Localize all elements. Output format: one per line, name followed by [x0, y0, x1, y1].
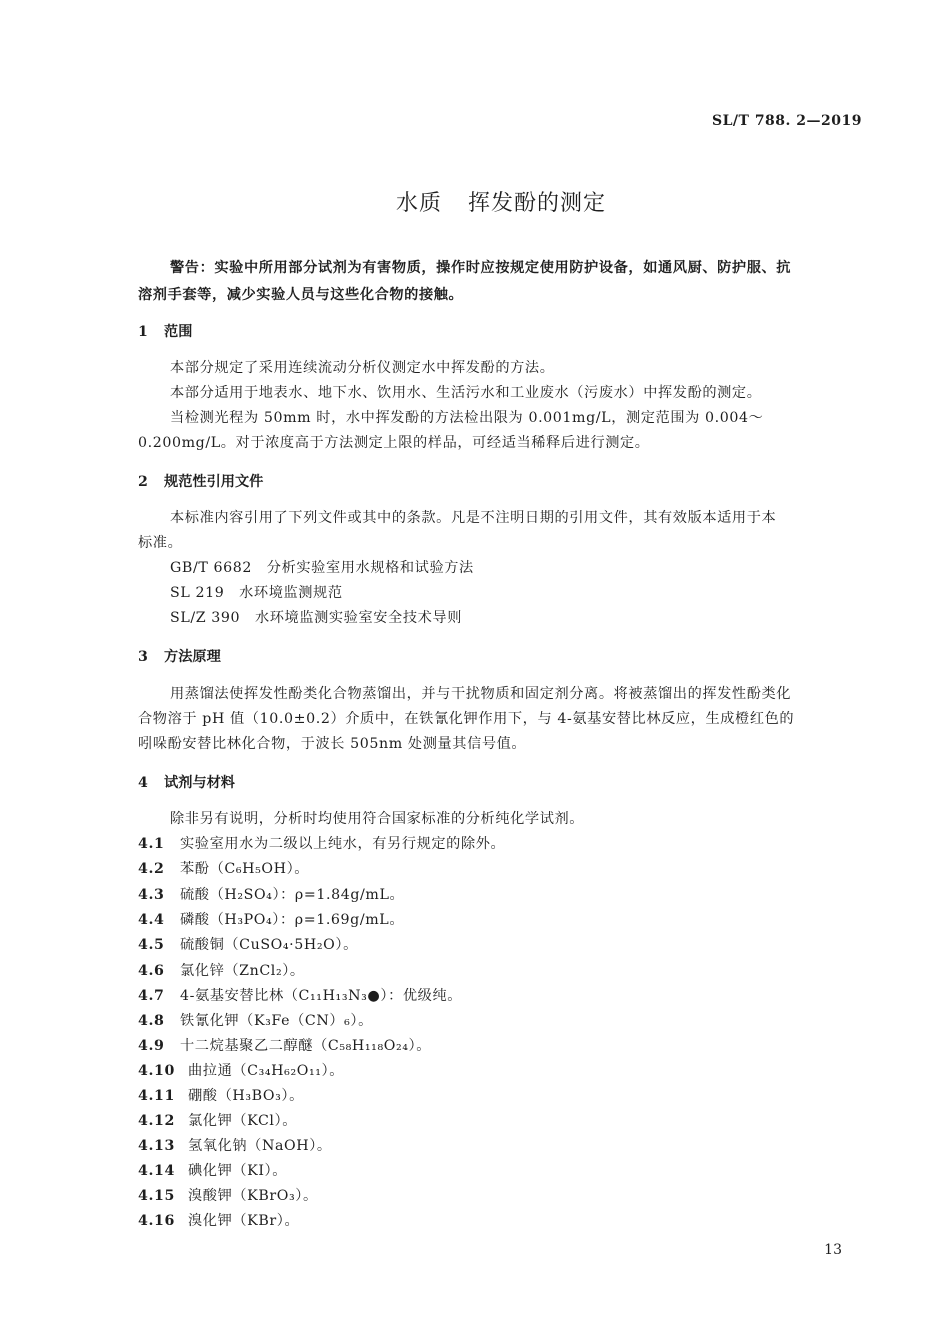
item-number: 4.12	[138, 1113, 175, 1129]
item-number: 4.2	[138, 861, 165, 877]
reagent-item	[138, 1010, 373, 1030]
reagent-item	[138, 1110, 297, 1130]
item-text: 氢氧化钠（NaOH）。	[188, 1138, 332, 1154]
reagent-item	[138, 1135, 332, 1155]
reagent-item	[138, 884, 404, 904]
item-text: 碘化钾（KI）。	[188, 1163, 288, 1179]
reagent-item	[138, 934, 358, 954]
section-number: 4	[138, 775, 148, 791]
reagent-item	[138, 1085, 304, 1105]
item-text: 磷酸（H₃PO₄）：ρ=1.69g/mL。	[180, 912, 405, 928]
s2-paragraph-1a: 本标准内容引用了下列文件或其中的条款。凡是不注明日期的引用文件，其有效版本适用于本	[170, 510, 777, 526]
section-title: 方法原理	[164, 649, 221, 665]
reference-item: SL/Z 390 水环境监测实验室安全技术导则	[170, 610, 462, 626]
s1-paragraph-1: 本部分规定了采用连续流动分析仪测定水中挥发酚的方法。	[170, 360, 555, 376]
item-text: 曲拉通（C₃₄H₆₂O₁₁）。	[188, 1063, 345, 1079]
item-number: 4.14	[138, 1163, 175, 1179]
item-number: 4.6	[138, 963, 165, 979]
item-text: 硫酸铜（CuSO₄·5H₂O）。	[180, 937, 358, 953]
item-number: 4.8	[138, 1013, 165, 1029]
item-number: 4.3	[138, 887, 165, 903]
s1-paragraph-2: 本部分适用于地表水、地下水、饮用水、生活污水和工业废水（污废水）中挥发酚的测定。	[170, 385, 762, 401]
item-number: 4.13	[138, 1138, 175, 1154]
item-text: 苯酚（C₆H₅OH）。	[180, 861, 310, 877]
reagent-item	[138, 1210, 299, 1230]
section-number: 3	[138, 649, 148, 665]
s1-paragraph-3b: 0.200mg/L。对于浓度高于方法测定上限的样品，可经适当稀释后进行测定。	[138, 435, 650, 451]
item-text: 铁氰化钾（K₃Fe（CN）₆）。	[180, 1013, 373, 1029]
item-text: 溴酸钾（KBrO₃）。	[188, 1188, 318, 1204]
item-text: 4-氨基安替比林（C₁₁H₁₃N₃●）：优级纯。	[180, 988, 463, 1004]
section-3-heading	[138, 646, 221, 666]
section-title: 试剂与材料	[164, 775, 235, 791]
reagent-item	[138, 909, 404, 929]
item-text: 氯化钾（KCl）。	[188, 1113, 298, 1129]
item-number: 4.4	[138, 912, 165, 928]
s3-line-3: 吲哚酚安替比林化合物，于波长 505nm 处测量其信号值。	[138, 736, 527, 752]
section-number: 2	[138, 474, 148, 490]
reagent-item	[138, 1185, 318, 1205]
section-2-heading	[138, 471, 263, 491]
section-title: 范围	[164, 324, 193, 340]
item-number: 4.7	[138, 988, 165, 1004]
page-title	[0, 186, 950, 217]
item-number: 4.15	[138, 1188, 175, 1204]
reagent-item	[138, 960, 305, 980]
item-number: 4.11	[138, 1088, 175, 1104]
item-text: 十二烷基聚乙二醇醚（C₅₈H₁₁₈O₂₄）。	[180, 1038, 432, 1054]
s2-paragraph-1b: 标准。	[138, 535, 183, 551]
reagent-item	[138, 1060, 344, 1080]
warning-line-2: 溶剂手套等，减少实验人员与这些化合物的接触。	[138, 287, 464, 303]
standard-code: SL/T 788. 2—2019	[711, 113, 862, 129]
item-text: 氯化锌（ZnCl₂）。	[180, 963, 305, 979]
section-1-heading	[138, 321, 192, 341]
reagent-item	[138, 833, 505, 853]
reagent-item	[138, 858, 309, 878]
item-number: 4.16	[138, 1213, 175, 1229]
reagent-item	[138, 1035, 431, 1055]
title-part-1: 水质	[395, 191, 442, 216]
title-part-2: 挥发酚的测定	[468, 191, 607, 216]
reagent-item	[138, 1160, 287, 1180]
item-text: 实验室用水为二级以上纯水，有另行规定的除外。	[180, 836, 506, 852]
reference-item: GB/T 6682 分析实验室用水规格和试验方法	[170, 560, 474, 576]
section-number: 1	[138, 324, 148, 340]
item-text: 硫酸（H₂SO₄）：ρ=1.84g/mL。	[180, 887, 405, 903]
item-number: 4.9	[138, 1038, 165, 1054]
item-number: 4.10	[138, 1063, 175, 1079]
item-text: 溴化钾（KBr）。	[188, 1213, 300, 1229]
item-number: 4.5	[138, 937, 165, 953]
reference-item: SL 219 水环境监测规范	[170, 585, 343, 601]
section-4-heading	[138, 772, 235, 792]
page-number: 13	[824, 1242, 842, 1258]
s3-line-2: 合物溶于 pH 值（10.0±0.2）介质中，在铁氰化钾作用下，与 4-氨基安替比林反应，生成橙红色的	[138, 711, 795, 727]
warning-line-1: 警告：实验中所用部分试剂为有害物质，操作时应按规定使用防护设备，如通风厨、防护服、抗	[170, 260, 792, 276]
s1-paragraph-3a: 当检测光程为 50mm 时，水中挥发酚的方法检出限为 0.001mg/L，测定范围为 0.004～	[170, 410, 764, 426]
item-number: 4.1	[138, 836, 165, 852]
s3-line-1: 用蒸馏法使挥发性酚类化合物蒸馏出，并与干扰物质和固定剂分离。将被蒸馏出的挥发性酚类化	[170, 686, 792, 702]
reagent-item	[138, 985, 462, 1005]
s4-intro: 除非另有说明，分析时均使用符合国家标准的分析纯化学试剂。	[170, 811, 585, 827]
section-title: 规范性引用文件	[164, 474, 264, 490]
item-text: 硼酸（H₃BO₃）。	[188, 1088, 304, 1104]
